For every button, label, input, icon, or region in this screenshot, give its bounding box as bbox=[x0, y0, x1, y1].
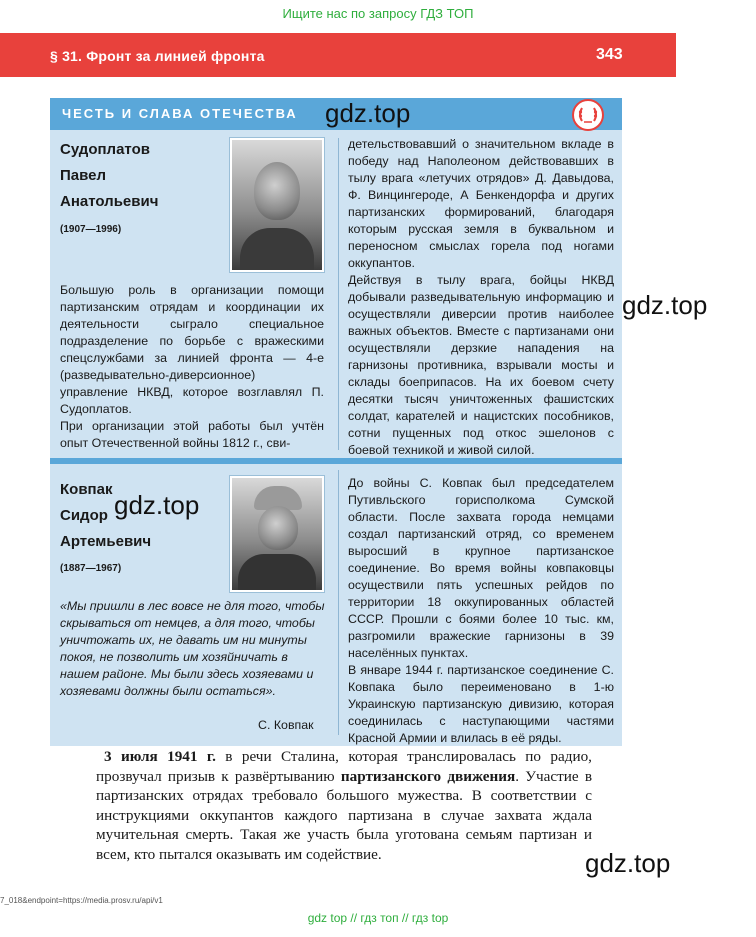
column-divider bbox=[338, 470, 339, 735]
watermark: gdz.top bbox=[325, 98, 411, 128]
paragraph-part2: . Участие в партизанских отрядах требовало большого мужества. В соответствии с инструкциями оккупантов каждого партизана в случае захвата ждала мучительная смерть. Такая же участь была уготована семьям партизан и всем, кто пытался оказывать им содействие. bbox=[96, 767, 592, 863]
person1-patronymic: Анатольевич bbox=[60, 193, 159, 210]
person1-surname: Судоплатов bbox=[60, 141, 150, 158]
panel-title: ЧЕСТЬ И СЛАВА ОТЕЧЕСТВА bbox=[62, 106, 298, 121]
kovpak-quote: «Мы пришли в лес вовсе не для того, чтобы скрываться от немцев, а для того, чтобы уничтожать их, не давать им ни минуты покоя, не позволить им хозяйничать в нашем районе. Мы были здесь хозяевами и хозяевами должны были остаться». bbox=[60, 599, 325, 698]
person2-right-paragraph1: До войны С. Ковпак был председателем Путивльского горисполкома Сумской области. После захвата города немцами создал партизанский отряд, со временем выросший в крупное партизанское соединение. Во время войны ковпаковцы осуществили пять успешных рейдов по территории 18 оккупированных областей СССР. Прошли с боями более 10 тыс. км, разгромили вражеские гарнизоны в 39 населённых пунктах. bbox=[348, 476, 614, 660]
person2-right-text bbox=[348, 475, 614, 747]
column-divider bbox=[338, 138, 339, 450]
watermark: gdz.top bbox=[585, 848, 671, 878]
section-title: § 31. Фронт за линией фронта bbox=[50, 48, 265, 64]
main-paragraph bbox=[96, 747, 592, 864]
page-number: 343 bbox=[596, 46, 623, 63]
person2-surname: Ковпак bbox=[60, 481, 113, 498]
person1-left-text bbox=[60, 282, 324, 452]
person1-right-paragraph2: Действуя в тылу врага, бойцы НКВД добывали разведывательную информацию и осуществляли диверсии против наиболее важных объектов. Вместе с партизанами они осуществляли дерзкие нападения на гарнизоны противника, взрывали мосты и склады боеприпасов. На их боевом счету десятки тысяч уничтоженных фашистских солдат, карателей и нацистских пособников, сотни пущенных под откос эшелонов с боевой техникой и живой силой. bbox=[348, 273, 614, 457]
laurel-wreath-icon bbox=[572, 99, 604, 131]
person1-years: (1907—1996) bbox=[60, 224, 122, 235]
date-highlight: 3 июля 1941 г. bbox=[104, 748, 216, 765]
person2-firstname: Сидор bbox=[60, 507, 108, 524]
person2-patronymic: Артемьевич bbox=[60, 533, 152, 550]
bold-term: партизанского движения bbox=[340, 767, 516, 785]
person1-firstname: Павел bbox=[60, 167, 107, 184]
person1-left-paragraph2: При организации этой работы был учтён опыт Отечественной войны 1812 г., сви- bbox=[60, 419, 324, 450]
person1-name bbox=[60, 137, 158, 215]
person1-right-text bbox=[348, 136, 614, 459]
top-banner[interactable]: Ищите нас по запросу ГДЗ ТОП bbox=[282, 6, 474, 21]
footer-url: 7_018&endpoint=https://media.prosv.ru/api/v1 bbox=[0, 896, 163, 905]
footer-links[interactable]: gdz top // гдз топ // гдз top bbox=[307, 911, 449, 925]
person2-right-paragraph2: В январе 1944 г. партизанское соединение С. Ковпака было переименовано в 1-ю Украинскую партизанскую дивизию, которая соединилась с наступающими частями Красной Армии и влилась в её ряды. bbox=[348, 663, 614, 745]
person1-photo bbox=[230, 138, 324, 272]
watermark: gdz.top bbox=[622, 290, 708, 320]
person2-photo bbox=[230, 476, 324, 592]
person1-right-paragraph1: детельствовавший о значительном вкладе в победу над Наполеоном действовавших в тылу врага «летучих отрядов» Д. Давыдова, Ф. Винцингероде, А Бенкендорфа и других партизанских формирований, благодаря которым русская земля в буквальном и переносном смыслах горела под ногами оккупантов. bbox=[348, 137, 614, 270]
quote-author: С. Ковпак bbox=[258, 718, 314, 732]
panel-divider bbox=[50, 458, 622, 464]
person1-left-paragraph1: Большую роль в организации помощи партизанским отрядам и координации их деятельности сыграло специальное подразделение по борьбе с вражескими спецслужбами за линией фронта — 4-е (разведывательно-диверсионное) управление НКВД, которое возглавлял П. Судоплатов. bbox=[60, 283, 324, 416]
watermark: gdz.top bbox=[114, 490, 200, 520]
paragraph-part1: в речи Сталина, которая транслировалась по радио, прозвучал призыв к развёртыванию bbox=[96, 748, 592, 785]
person2-years: (1887—1967) bbox=[60, 563, 122, 574]
